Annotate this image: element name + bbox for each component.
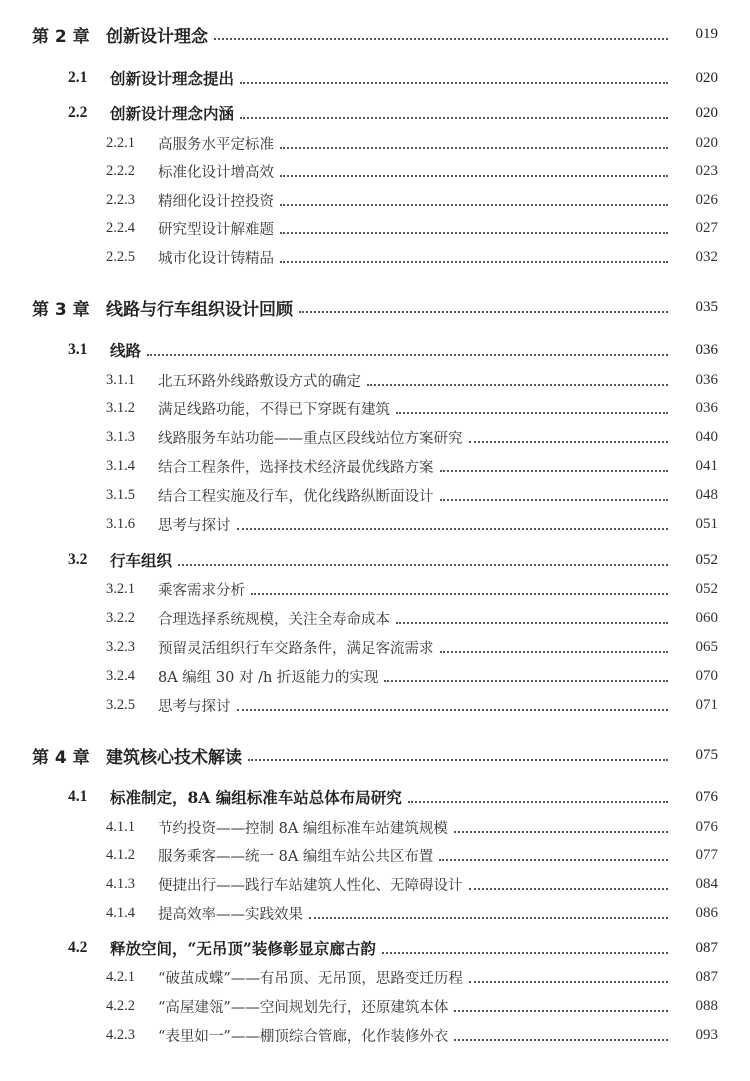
toc-subsection[interactable] <box>0 690 750 720</box>
toc-subsection[interactable] <box>0 422 750 452</box>
toc-subsection[interactable] <box>0 393 750 423</box>
toc-entry-title: “破茧成蝶”——有吊顶、无吊顶，思路变迁历程 <box>158 970 463 987</box>
toc-entry-number: 3.2 <box>68 551 88 568</box>
toc-entry-number: 4.1.4 <box>106 904 135 921</box>
toc-entry-title: 服务乘客——统一 8A 编组车站公共区布置 <box>158 848 434 865</box>
toc-subsection[interactable] <box>0 603 750 633</box>
toc-entry-page: 040 <box>695 428 718 445</box>
toc-subsection[interactable] <box>0 1020 750 1050</box>
toc-entry-title: 8A 编组 30 对 /h 折返能力的实现 <box>158 669 379 686</box>
toc-entry-number: 2.2.5 <box>106 248 135 265</box>
toc-entry-number: 4.2.2 <box>106 997 135 1014</box>
toc-entry-page: 084 <box>695 875 718 892</box>
toc-entry-page: 087 <box>695 939 718 956</box>
toc-entry-number: 3.2.2 <box>106 609 135 626</box>
dot-leader <box>280 175 668 177</box>
toc-entry-title: “表里如一”——棚顶综合管廊，化作装修外衣 <box>158 1028 449 1045</box>
toc-section[interactable] <box>0 782 750 812</box>
toc-entry-number: 4.2 <box>68 939 88 956</box>
toc-entry-page: 020 <box>695 134 718 151</box>
toc-section[interactable] <box>0 63 750 93</box>
dot-leader <box>454 1010 668 1012</box>
toc-entry-page: 041 <box>695 457 718 474</box>
toc-entry-page: 075 <box>695 746 718 763</box>
toc-entry-page: 052 <box>695 580 718 597</box>
toc-entry-number: 4.2.3 <box>106 1026 135 1043</box>
toc-subsection[interactable] <box>0 451 750 481</box>
dot-leader <box>396 412 668 414</box>
dot-leader <box>280 147 668 149</box>
toc-entry-title: 结合工程实施及行车，优化线路纵断面设计 <box>158 488 434 505</box>
toc-entry-number: 4.1.2 <box>106 846 135 863</box>
dot-leader <box>237 709 669 711</box>
toc-section[interactable] <box>0 335 750 365</box>
dot-leader <box>299 311 668 313</box>
toc-entry-number: 第 4 章 <box>32 747 90 768</box>
toc-entry-page: 088 <box>695 997 718 1014</box>
dot-leader <box>240 82 668 84</box>
toc-subsection[interactable] <box>0 156 750 186</box>
toc-entry-page: 020 <box>695 104 718 121</box>
toc-entry-page: 051 <box>695 515 718 532</box>
toc-entry-title: 标准制定，8A 编组标准车站总体布局研究 <box>110 788 402 807</box>
dot-leader <box>454 831 668 833</box>
toc-entry-number: 4.1.3 <box>106 875 135 892</box>
toc-entry-page: 036 <box>695 371 718 388</box>
toc-entry-title: 创新设计理念 <box>106 26 208 47</box>
toc-subsection[interactable] <box>0 991 750 1021</box>
toc-entry-page: 086 <box>695 904 718 921</box>
dot-leader <box>384 680 668 682</box>
toc-entry-number: 2.2.3 <box>106 191 135 208</box>
toc-entry-title: 释放空间，“无吊顶”装修彰显京廊古韵 <box>110 939 376 958</box>
toc-entry-number: 2.2.4 <box>106 219 135 236</box>
dot-leader <box>469 441 669 443</box>
toc-entry-title: 合理选择系统规模，关注全寿命成本 <box>158 611 390 628</box>
toc-subsection[interactable] <box>0 185 750 215</box>
dot-leader <box>240 117 668 119</box>
toc-entry-page: 071 <box>695 696 718 713</box>
toc-entry-title: 精细化设计控投资 <box>158 193 274 210</box>
toc-entry-title: 满足线路功能，不得已下穿既有建筑 <box>158 401 390 418</box>
toc-entry-number: 3.1.5 <box>106 486 135 503</box>
toc-entry-number: 3.1 <box>68 341 88 358</box>
toc-entry-number: 3.1.4 <box>106 457 135 474</box>
toc-entry-page: 093 <box>695 1026 718 1043</box>
toc-entry-number: 2.2.2 <box>106 162 135 179</box>
toc-entry-number: 2.2.1 <box>106 134 135 151</box>
toc-entry-title: 提高效率——实践效果 <box>158 906 303 923</box>
toc-entry-number: 4.2.1 <box>106 968 135 985</box>
toc-entry-title: 创新设计理念内涵 <box>110 104 235 123</box>
toc-entry-number: 3.1.6 <box>106 515 135 532</box>
toc-subsection[interactable] <box>0 509 750 539</box>
toc-entry-page: 019 <box>695 25 718 42</box>
toc-entry-page: 027 <box>695 219 718 236</box>
toc-entry-page: 032 <box>695 248 718 265</box>
dot-leader <box>280 261 668 263</box>
toc-subsection[interactable] <box>0 365 750 395</box>
toc-subsection[interactable] <box>0 661 750 691</box>
toc-entry-title: 线路服务车站功能——重点区段线站位方案研究 <box>158 430 463 447</box>
toc-entry-title: 线路与行车组织设计回顾 <box>106 299 293 320</box>
toc-entry-title: 标准化设计增高效 <box>158 164 274 181</box>
dot-leader <box>147 354 668 356</box>
toc-subsection[interactable] <box>0 840 750 870</box>
toc-subsection[interactable] <box>0 480 750 510</box>
toc-entry-title: 结合工程条件，选择技术经济最优线路方案 <box>158 459 434 476</box>
toc-entry-page: 076 <box>695 818 718 835</box>
dot-leader <box>251 593 668 595</box>
dot-leader <box>440 470 669 472</box>
toc-entry-title: 研究型设计解难题 <box>158 221 274 238</box>
toc-entry-page: 077 <box>695 846 718 863</box>
toc-entry-number: 2.1 <box>68 69 88 86</box>
dot-leader <box>248 759 668 761</box>
dot-leader <box>382 952 668 954</box>
toc-entry-title: 高服务水平定标准 <box>158 136 274 153</box>
toc-entry-page: 060 <box>695 609 718 626</box>
toc-entry-title: 行车组织 <box>110 551 173 570</box>
toc-entry-title: 北五环路外线路敷设方式的确定 <box>158 373 361 390</box>
toc-entry-number: 第 3 章 <box>32 299 90 320</box>
toc-entry-title: 便捷出行——践行车站建筑人性化、无障碍设计 <box>158 877 463 894</box>
toc-chapter[interactable] <box>0 292 750 322</box>
dot-leader <box>214 38 668 40</box>
toc-subsection[interactable] <box>0 242 750 272</box>
dot-leader <box>454 1039 668 1041</box>
toc-entry-number: 3.2.5 <box>106 696 135 713</box>
dot-leader <box>309 917 668 919</box>
dot-leader <box>280 204 668 206</box>
dot-leader <box>439 859 668 861</box>
toc-entry-page: 036 <box>695 341 718 358</box>
toc-entry-title: 思考与探讨 <box>158 517 231 534</box>
dot-leader <box>237 528 669 530</box>
toc-entry-title: 建筑核心技术解读 <box>106 747 242 768</box>
toc-entry-title: 城市化设计铸精品 <box>158 250 274 267</box>
dot-leader <box>280 232 668 234</box>
toc-entry-page: 076 <box>695 788 718 805</box>
toc-entry-number: 2.2 <box>68 104 88 121</box>
toc-entry-number: 第 2 章 <box>32 26 90 47</box>
dot-leader <box>440 499 669 501</box>
toc-entry-page: 065 <box>695 638 718 655</box>
toc-entry-title: “高屋建瓴”——空间规划先行，还原建筑本体 <box>158 999 449 1016</box>
dot-leader <box>396 622 668 624</box>
dot-leader <box>469 981 668 983</box>
toc-entry-page: 020 <box>695 69 718 86</box>
toc-entry-number: 4.1 <box>68 788 88 805</box>
toc-entry-number: 3.1.3 <box>106 428 135 445</box>
toc-entry-title: 思考与探讨 <box>158 698 231 715</box>
toc-entry-page: 052 <box>695 551 718 568</box>
toc-chapter[interactable] <box>0 740 750 770</box>
toc-entry-page: 048 <box>695 486 718 503</box>
toc-subsection[interactable] <box>0 869 750 899</box>
toc-entry-page: 026 <box>695 191 718 208</box>
dot-leader <box>469 888 669 890</box>
toc-entry-page: 035 <box>695 298 718 315</box>
toc-entry-page: 036 <box>695 399 718 416</box>
toc-entry-number: 3.2.1 <box>106 580 135 597</box>
toc-entry-title: 乘客需求分析 <box>158 582 245 599</box>
toc-subsection[interactable] <box>0 962 750 992</box>
dot-leader <box>408 801 668 803</box>
toc-entry-number: 3.1.2 <box>106 399 135 416</box>
toc-entry-page: 023 <box>695 162 718 179</box>
toc-entry-title: 线路 <box>110 341 142 360</box>
toc-entry-number: 3.1.1 <box>106 371 135 388</box>
toc-subsection[interactable] <box>0 812 750 842</box>
dot-leader <box>367 384 668 386</box>
dot-leader <box>440 651 669 653</box>
toc-subsection[interactable] <box>0 574 750 604</box>
toc-subsection[interactable] <box>0 128 750 158</box>
toc-entry-page: 070 <box>695 667 718 684</box>
toc-entry-number: 3.2.3 <box>106 638 135 655</box>
toc-entry-title: 创新设计理念提出 <box>110 69 235 88</box>
toc-subsection[interactable] <box>0 213 750 243</box>
toc-section[interactable] <box>0 98 750 128</box>
toc-entry-page: 087 <box>695 968 718 985</box>
toc-section[interactable] <box>0 933 750 963</box>
toc-entry-number: 3.2.4 <box>106 667 135 684</box>
toc-chapter[interactable] <box>0 19 750 49</box>
dot-leader <box>178 564 668 566</box>
toc-section[interactable] <box>0 545 750 575</box>
toc-entry-title: 预留灵活组织行车交路条件，满足客流需求 <box>158 640 434 657</box>
toc-subsection[interactable] <box>0 898 750 928</box>
toc-subsection[interactable] <box>0 632 750 662</box>
toc-entry-number: 4.1.1 <box>106 818 135 835</box>
toc-entry-title: 节约投资——控制 8A 编组标准车站建筑规模 <box>158 820 448 837</box>
